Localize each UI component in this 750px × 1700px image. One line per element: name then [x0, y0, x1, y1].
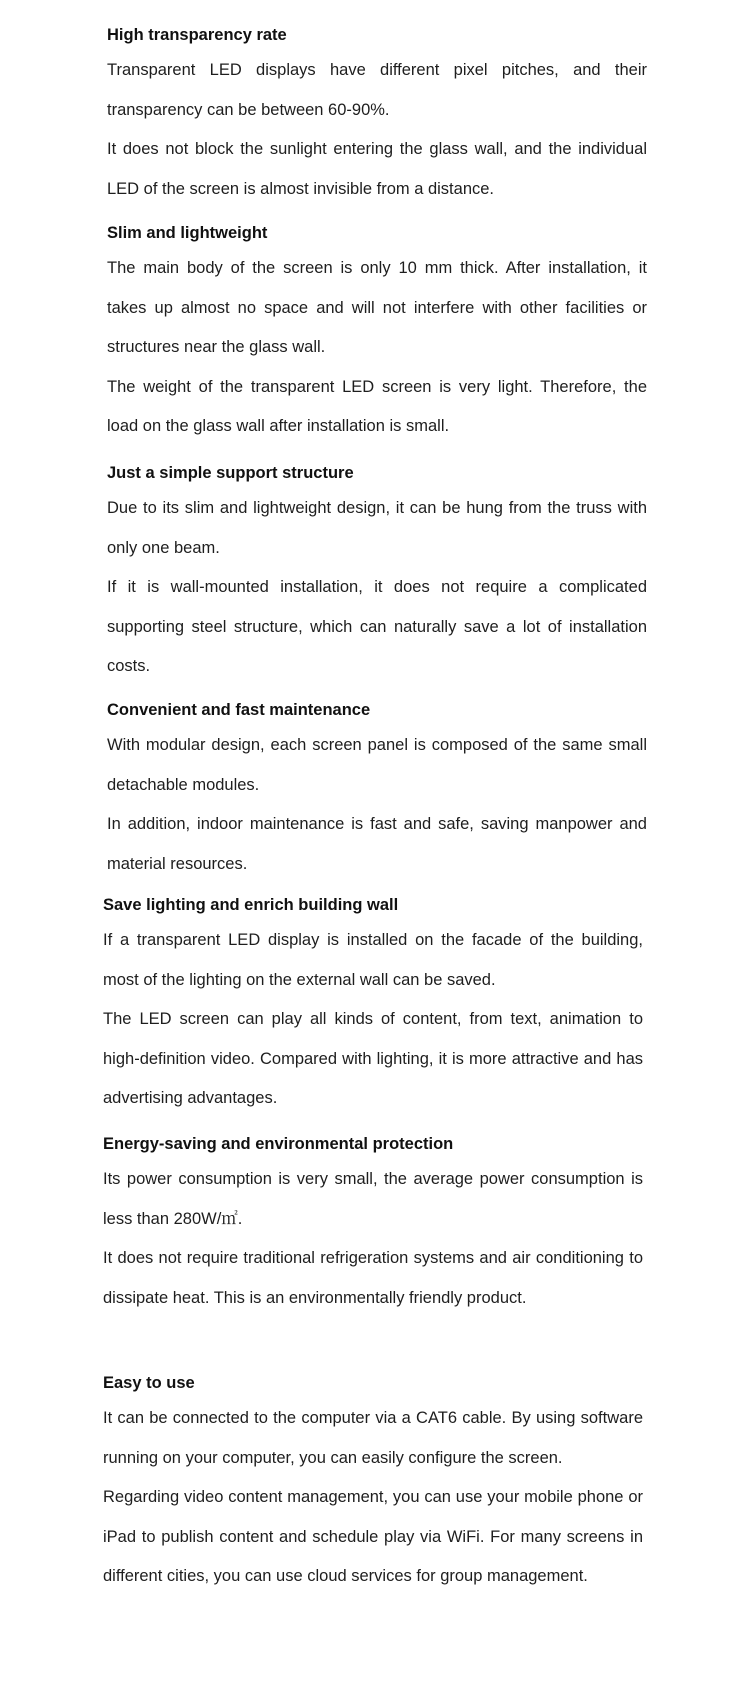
section-save-lighting: [103, 895, 643, 1119]
section-heading: Save lighting and enrich building wall: [103, 896, 399, 914]
section-heading: Convenient and fast maintenance: [107, 701, 371, 719]
section-energy-saving: [103, 1134, 643, 1318]
section-paragraph: It can be connected to the computer via a CAT6 cable. By using software running on your computer, you can easily configure the screen.: [103, 1409, 643, 1467]
section-heading: Energy-saving and environmental protection: [103, 1135, 454, 1153]
section-paragraph: Due to its slim and lightweight design, it can be hung from the truss with only one beam.: [107, 499, 647, 557]
section-paragraph: The LED screen can play all kinds of content, from text, animation to high-definition video. Compared with lighting, it is more attractive and has advertising advantages.: [103, 1010, 643, 1107]
section-paragraph: Its power consumption is very small, the average power consumption is less than 280W/㎡.: [103, 1170, 643, 1228]
section-slim-lightweight: [107, 223, 647, 447]
section-paragraph: It does not block the sunlight entering the glass wall, and the individual LED of the screen is almost invisible from a distance.: [107, 140, 647, 198]
section-paragraph: In addition, indoor maintenance is fast and safe, saving manpower and material resources.: [107, 815, 647, 873]
section-heading: High transparency rate: [107, 26, 287, 44]
section-paragraph: The weight of the transparent LED screen is very light. Therefore, the load on the glass wall after installation is small.: [107, 377, 647, 435]
section-high-transparency: [107, 25, 647, 209]
section-easy-to-use: [103, 1373, 643, 1597]
section-paragraph: Transparent LED displays have different pixel pitches, and their transparency can be between 60-90%.: [107, 61, 647, 119]
section-paragraph: The main body of the screen is only 10 mm thick. After installation, it takes up almost no space and will not interfere with other facilities or structures near the glass wall.: [107, 259, 647, 356]
section-paragraph: With modular design, each screen panel is composed of the same small detachable modules.: [107, 736, 647, 794]
section-heading: Slim and lightweight: [107, 224, 268, 242]
section-maintenance: [107, 700, 647, 884]
section-paragraph: If a transparent LED display is installed on the facade of the building, most of the lighting on the external wall can be saved.: [103, 931, 643, 989]
section-paragraph: It does not require traditional refrigeration systems and air conditioning to dissipate heat. This is an environmentally friendly product.: [103, 1249, 643, 1307]
section-support-structure: [107, 463, 647, 687]
section-heading: Easy to use: [103, 1374, 195, 1392]
section-paragraph: Regarding video content management, you can use your mobile phone or iPad to publish content and schedule play via WiFi. For many screens in different cities, you can use cloud services for group management.: [103, 1488, 643, 1585]
section-paragraph: If it is wall-mounted installation, it does not require a complicated supporting steel structure, which can naturally save a lot of installation costs.: [107, 578, 647, 675]
section-heading: Just a simple support structure: [107, 464, 354, 482]
